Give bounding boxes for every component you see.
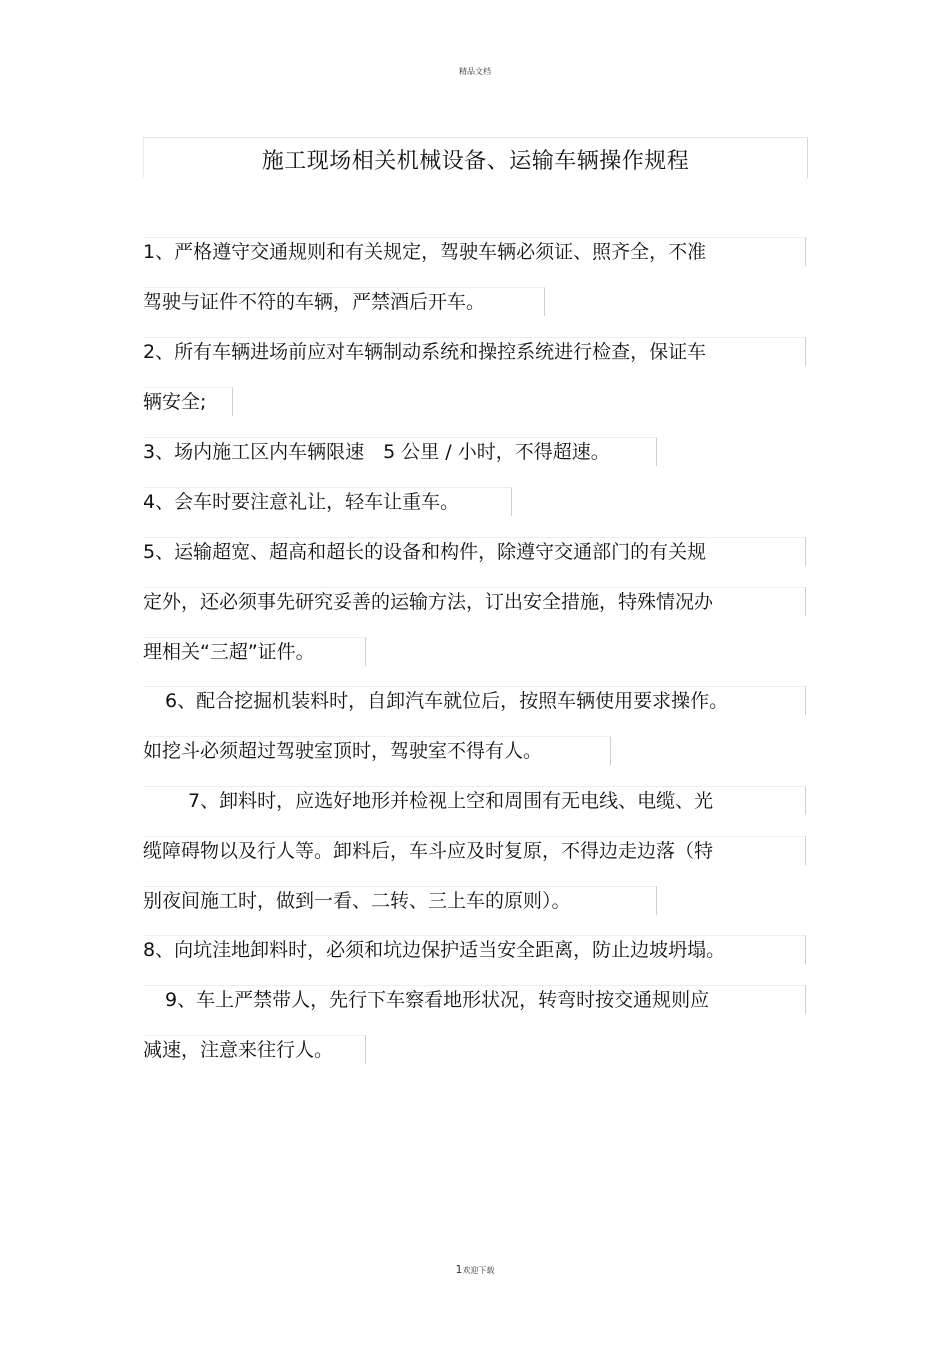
body-line: 5、运输超宽、超高和超长的设备和构件，除遵守交通部门的有关规 [143, 541, 707, 563]
body-line: 缆障碍物以及行人等。卸料后，车斗应及时复原，不得边走边落（特 [143, 840, 714, 862]
body-line: 减速，注意来往行人。 [143, 1039, 334, 1061]
body-line: 如挖斗必须超过驾驶室顶时，驾驶室不得有人。 [143, 740, 543, 762]
body-line: 1、严格遵守交通规则和有关规定，驾驶车辆必须证、照齐全，不准 [143, 241, 707, 263]
body-line: 定外，还必须事先研究妥善的运输方法，订出安全措施，特殊情况办 [143, 591, 714, 613]
document-title: 施工现场相关机械设备、运输车辆操作规程 [261, 149, 690, 174]
body-line: 6、配合挖掘机装料时，自卸汽车就位后，按照车辆使用要求操作。 [165, 690, 729, 712]
body-line: 2、所有车辆进场前应对车辆制动系统和操控系统进行检查，保证车 [143, 341, 707, 363]
page-header: 精品文档 [459, 67, 491, 76]
body-line: 7、卸料时，应选好地形并检视上空和周围有无电线、电缆、光 [188, 790, 714, 812]
footer-text: 欢迎下载 [462, 1266, 495, 1275]
body-line: 辆安全; [143, 391, 207, 413]
page-footer [0, 1263, 950, 1276]
body-line: 驾驶与证件不符的车辆，严禁酒后开车。 [143, 291, 486, 313]
body-line: 别夜间施工时，做到一看、二转、三上车的原则）。 [143, 890, 571, 912]
body-line: 4、会车时要注意礼让，轻车让重车。 [143, 491, 460, 513]
page-number: 1 [455, 1263, 463, 1276]
body-line: 3、场内施工区内车辆限速 5 公里 / 小时，不得超速。 [143, 441, 610, 463]
body-line: 理相关“三超”证件。 [143, 641, 315, 663]
body-line: 8、向坑洼地卸料时，必须和坑边保护适当安全距离，防止边坡坍塌。 [143, 939, 726, 961]
body-line: 9、车上严禁带人，先行下车察看地形状况，转弯时按交通规则应 [165, 989, 710, 1011]
